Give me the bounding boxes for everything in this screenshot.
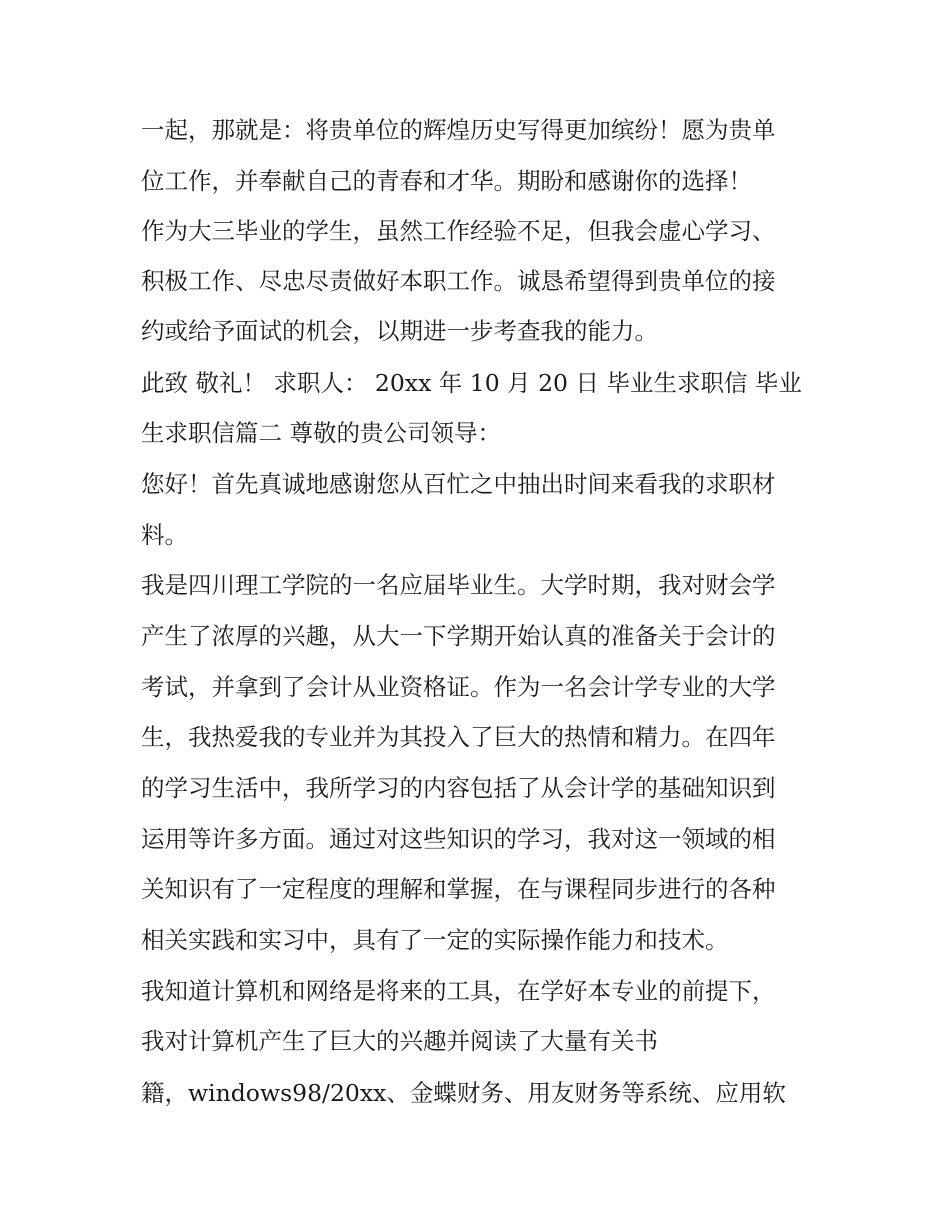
text-line: 此致 敬礼！ 求职人： 20xx 年 10 月 20 日 毕业生求职信 毕业 <box>141 369 802 397</box>
text-line: 积极工作、尽忠尽责做好本职工作。诚恳希望得到贵单位的接 <box>141 267 776 295</box>
text-line: 考试，并拿到了会计从业资格证。作为一名会计学专业的大学 <box>141 673 776 701</box>
text-line: 生求职信篇二 尊敬的贵公司领导： <box>141 419 501 447</box>
text-line: 位工作，并奉献自己的青春和才华。期盼和感谢你的选择！ <box>141 167 752 195</box>
text-line: 的学习生活中，我所学习的内容包括了从会计学的基础知识到 <box>141 774 776 802</box>
text-line: 生，我热爱我的专业并为其投入了巨大的热情和精力。在四年 <box>141 723 776 751</box>
text-line: 一起，那就是：将贵单位的辉煌历史写得更加缤纷！愿为贵单 <box>141 116 776 144</box>
text-line: 运用等许多方面。通过对这些知识的学习，我对这一领域的相 <box>141 825 776 853</box>
text-line: 约或给予面试的机会，以期进一步考查我的能力。 <box>141 317 658 345</box>
text-line: 料。 <box>141 521 188 549</box>
text-line: 我知道计算机和网络是将来的工具，在学好本专业的前提下， <box>141 977 776 1005</box>
text-line: 产生了浓厚的兴趣，从大一下学期开始认真的准备关于会计的 <box>141 622 776 650</box>
text-line: 相关实践和实习中，具有了一定的实际操作能力和技术。 <box>141 926 729 954</box>
text-line: 作为大三毕业的学生，虽然工作经验不足，但我会虚心学习、 <box>141 217 776 245</box>
text-line: 我对计算机产生了巨大的兴趣并阅读了大量有关书 <box>141 1027 658 1055</box>
text-line: 您好！首先真诚地感谢您从百忙之中抽出时间来看我的求职材 <box>141 470 776 498</box>
text-line: 关知识有了一定程度的理解和掌握，在与课程同步进行的各种 <box>141 875 776 903</box>
text-line: 我是四川理工学院的一名应届毕业生。大学时期，我对财会学 <box>141 571 776 599</box>
text-line: 籍，windows98/20xx、金蝶财务、用友财务等系统、应用软 <box>141 1079 786 1107</box>
